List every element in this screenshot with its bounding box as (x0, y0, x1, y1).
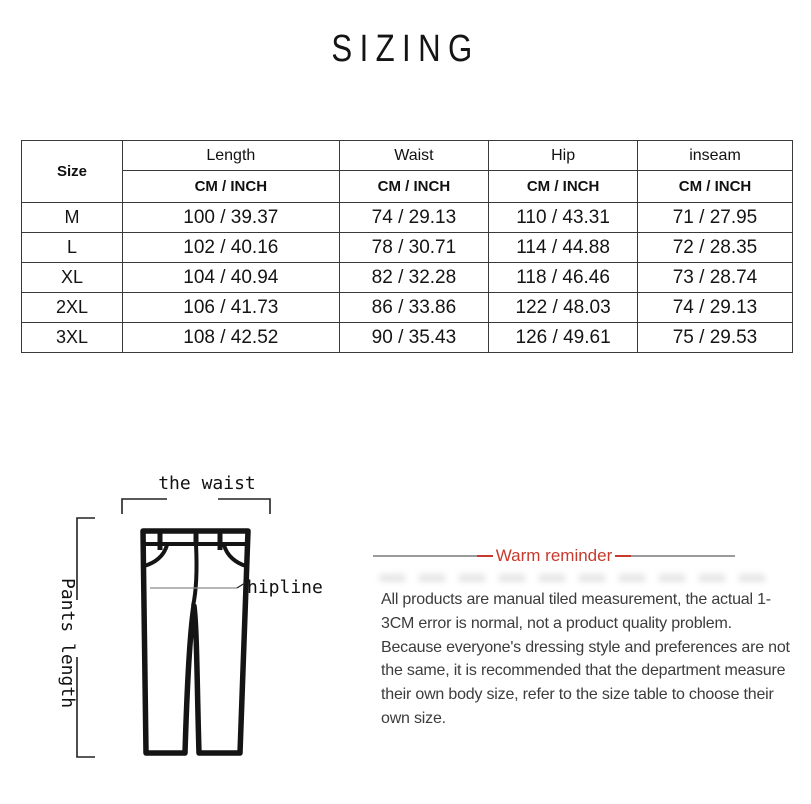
inseam-cell: 73 / 28.74 (638, 263, 793, 293)
warm-reminder-header (373, 546, 735, 566)
column-header-inseam: inseam (638, 141, 793, 171)
hip-cell: 122 / 48.03 (489, 293, 638, 323)
pants-diagram-svg (40, 455, 340, 775)
length-cell: 108 / 42.52 (123, 323, 340, 353)
warm-reminder-section (373, 546, 793, 731)
units-label: CM / INCH (489, 171, 638, 203)
pants-length-bracket (77, 518, 95, 757)
size-cell: L (22, 233, 123, 263)
warm-reminder-title: Warm reminder (495, 546, 613, 565)
length-cell: 106 / 41.73 (123, 293, 340, 323)
units-label: CM / INCH (638, 171, 793, 203)
units-label: CM / INCH (123, 171, 340, 203)
pants-measurement-diagram (40, 455, 340, 775)
inseam-cell: 74 / 29.13 (638, 293, 793, 323)
size-cell: XL (22, 263, 123, 293)
inseam-cell: 75 / 29.53 (638, 323, 793, 353)
pants-outline (143, 531, 248, 753)
page-title: SIZING (331, 28, 480, 70)
waist-cell: 86 / 33.86 (339, 293, 489, 323)
length-cell: 102 / 40.16 (123, 233, 340, 263)
table-row (22, 263, 793, 293)
waist-cell: 78 / 30.71 (339, 233, 489, 263)
column-header-waist: Waist (339, 141, 489, 171)
inseam-cell: 72 / 28.35 (638, 233, 793, 263)
length-cell: 104 / 40.94 (123, 263, 340, 293)
faded-watermark (379, 574, 769, 582)
waist-cell: 90 / 35.43 (339, 323, 489, 353)
hip-cell: 114 / 44.88 (489, 233, 638, 263)
column-header-length: Length (123, 141, 340, 171)
table-row (22, 323, 793, 353)
units-label: CM / INCH (339, 171, 489, 203)
size-cell: M (22, 203, 123, 233)
size-table (21, 140, 793, 353)
column-header-size: Size (22, 141, 123, 203)
divider-line-right (615, 555, 735, 557)
hip-cell: 118 / 46.46 (489, 263, 638, 293)
reminder-text: All products are manual tiled measurement, the actual 1-3CM error is normal, not a product quality problem. Because everyone's dressing style and preferences are not the same, it is recommended that the department measure their own body size, refer to the size table to choose their own size. (381, 591, 790, 727)
hip-cell: 126 / 49.61 (489, 323, 638, 353)
table-header-row (22, 141, 793, 171)
hipline-label: hipline (247, 577, 323, 598)
hip-cell: 110 / 43.31 (489, 203, 638, 233)
divider-line-left (373, 555, 493, 557)
column-header-hip: Hip (489, 141, 638, 171)
waist-label: the waist (158, 473, 256, 494)
length-cell: 100 / 39.37 (123, 203, 340, 233)
size-cell: 2XL (22, 293, 123, 323)
table-row (22, 293, 793, 323)
waist-bracket (122, 499, 270, 514)
pants-length-label: Pants length (57, 577, 78, 709)
table-row (22, 203, 793, 233)
waist-cell: 74 / 29.13 (339, 203, 489, 233)
size-cell: 3XL (22, 323, 123, 353)
waist-cell: 82 / 32.28 (339, 263, 489, 293)
inseam-cell: 71 / 27.95 (638, 203, 793, 233)
table-units-row (22, 171, 793, 203)
table-row (22, 233, 793, 263)
